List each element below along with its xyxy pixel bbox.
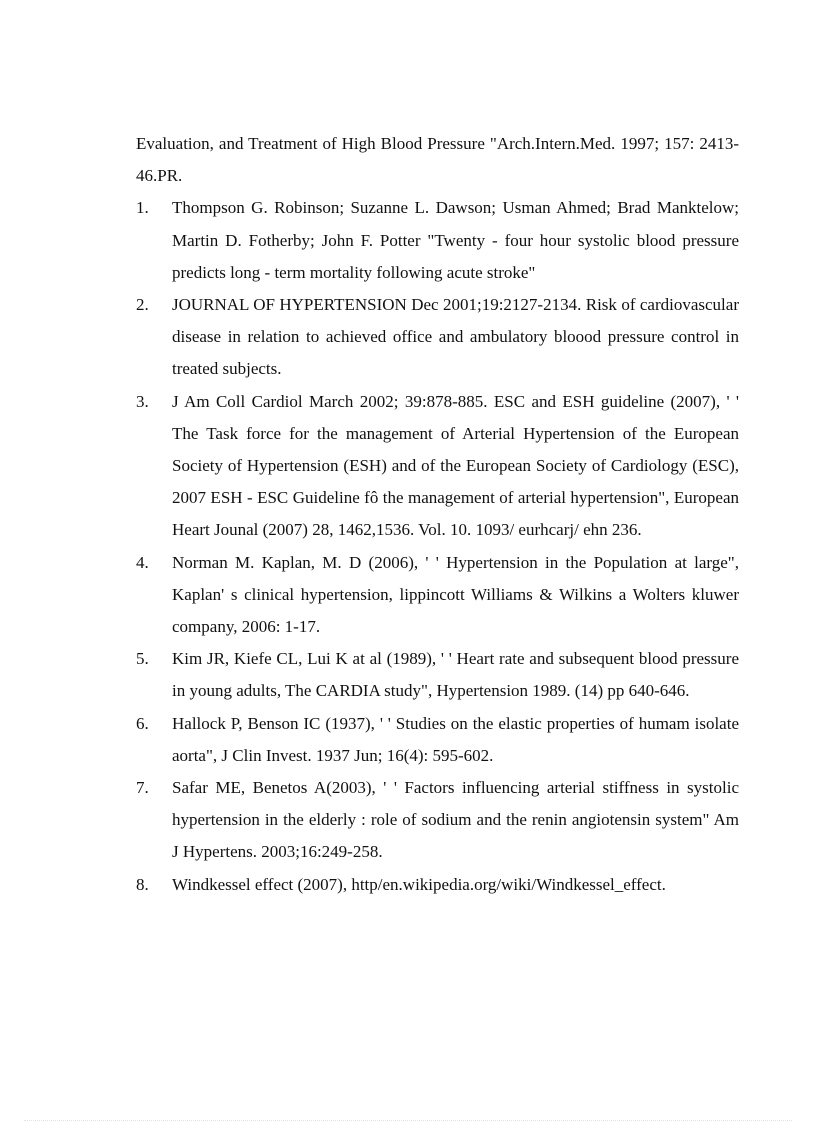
reference-number: 6. bbox=[136, 713, 149, 733]
reference-text: J Am Coll Cardiol March 2002; 39:878-885. ESC and ESH guideline (2007), ' ' The Task force for the management of Arterial Hypertension of the European Society of Hypertension (ESH) and of the European Society of Cardiology (ESC), 2007 ESH - ESC Guideline fô the management of arterial hypertension", European Heart Jounal (2007) 28, 1462,1536. Vol. 10. 1093/ eurhcarj/ ehn 236. bbox=[172, 391, 739, 540]
reference-item bbox=[136, 386, 739, 547]
reference-text: Thompson G. Robinson; Suzanne L. Dawson; Usman Ahmed; Brad Manktelow; Martin D. Fotherby; John F. Potter "Twenty - four hour systolic blood pressure predicts long - term mortality following acute stroke" bbox=[172, 198, 739, 282]
reference-item bbox=[136, 192, 739, 289]
reference-text: Safar ME, Benetos A(2003), ' ' Factors influencing arterial stiffness in systolic hypertension in the elderly : role of sodium and the renin angiotensin system" Am J Hypertens. 2003;16:249-258. bbox=[172, 778, 739, 862]
reference-number: 4. bbox=[136, 552, 149, 572]
reference-list bbox=[136, 192, 739, 900]
reference-number: 8. bbox=[136, 874, 149, 894]
reference-number: 2. bbox=[136, 295, 149, 315]
reference-item bbox=[136, 643, 739, 707]
reference-item bbox=[136, 869, 739, 901]
reference-text: Norman M. Kaplan, M. D (2006), ' ' Hypertension in the Population at large", Kaplan' s clinical hypertension, lippincott Williams & Wilkins a Wolters kluwer company, 2006: 1-17. bbox=[172, 552, 739, 637]
reference-item bbox=[136, 772, 739, 869]
page-bottom-divider bbox=[24, 1120, 792, 1121]
reference-section bbox=[136, 128, 739, 901]
reference-text: Hallock P, Benson IC (1937), ' ' Studies on the elastic properties of humam isolate aorta", J Clin Invest. 1937 Jun; 16(4): 595-602. bbox=[172, 713, 739, 765]
lead-paragraph: Evaluation, and Treatment of High Blood Pressure "Arch.Intern.Med. 1997; 157: 2413- 46.PR. bbox=[136, 134, 739, 186]
reference-text: Windkessel effect (2007), http/en.wikipedia.org/wiki/Windkessel_effect. bbox=[172, 874, 666, 894]
reference-item bbox=[136, 708, 739, 772]
reference-text: JOURNAL OF HYPERTENSION Dec 2001;19:2127-2134. Risk of cardiovascular disease in relation to achieved office and ambulatory bloood pressure control in treated subjects. bbox=[172, 295, 739, 379]
reference-item bbox=[136, 547, 739, 644]
reference-number: 7. bbox=[136, 778, 149, 798]
reference-number: 1. bbox=[136, 198, 149, 218]
reference-number: 3. bbox=[136, 391, 149, 411]
reference-item bbox=[136, 289, 739, 386]
reference-number: 5. bbox=[136, 649, 149, 669]
reference-text: Kim JR, Kiefe CL, Lui K at al (1989), ' ' Heart rate and subsequent blood pressure in young adults, The CARDIA study", Hypertension 1989. (14) pp 640-646. bbox=[172, 649, 739, 701]
